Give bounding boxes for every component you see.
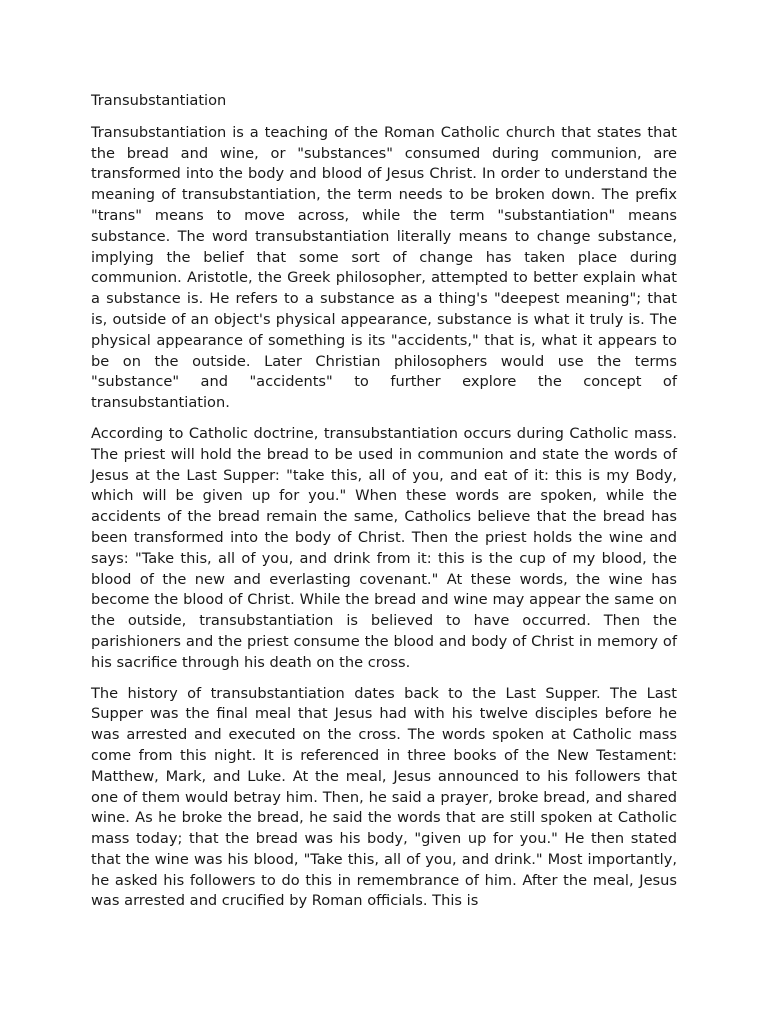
document-title: Transubstantiation bbox=[91, 92, 227, 109]
paragraph-catholic-doctrine: According to Catholic doctrine, transubstantiation occurs during Catholic mass. The priest will hold the bread to be used in communion and state the words of Jesus at the Last Supper: "take this, all of you, and eat of it: this is my Body, which will be given up for you." When these words are spoken, while the accidents of the bread remain the same, Catholics believe that the bread has been transformed into the body of Christ. Then the priest holds the wine and says: "Take this, all of you, and drink from it: this is the cup of my blood, the blood of the new and everlasting covenant." At these words, the wine has become the blood of Christ. While the bread and wine may appear the same on the outside, transubstantiation is believed to have occurred. Then the parishioners and the priest consume the blood and body of Christ in memory of his sacrifice through his death on the cross. bbox=[91, 424, 677, 671]
paragraph-history: The history of transubstantiation dates back to the Last Supper. The Last Supper was the final meal that Jesus had with his twelve disciples before he was arrested and executed on the cross. The words spoken at Catholic mass come from this night. It is referenced in three books of the New Testament: Matthew, Mark, and Luke. At the meal, Jesus announced to his followers that one of them would betray him. Then, he said a prayer, broke bread, and shared wine. As he broke the bread, he said the words that are still spoken at Catholic mass today; that the bread was his body, "given up for you." He then stated that the wine was his blood, "Take this, all of you, and drink." Most importantly, he asked his followers to do this in remembrance of him. After the meal, Jesus was arrested and crucified by Roman officials. This is bbox=[91, 684, 677, 910]
paragraph-definition: Transubstantiation is a teaching of the Roman Catholic church that states that the bread and wine, or "substances" consumed during communion, are transformed into the body and blood of Jesus Christ. In order to understand the meaning of transubstantiation, the term needs to be broken down. The prefix "trans" means to move across, while the term "substantiation" means substance. The word transubstantiation literally means to change substance, implying the belief that some sort of change has taken place during communion. Aristotle, the Greek philosopher, attempted to better explain what a substance is. He refers to a substance as a thing's "deepest meaning"; that is, outside of an object's physical appearance, substance is what it truly is. The physical appearance of something is its "accidents," that is, what it appears to be on the outside. Later Christian philosophers would use the terms "substance" and "accidents" to further explore the concept of transubstantiation. bbox=[91, 123, 677, 412]
document-page bbox=[91, 91, 677, 922]
